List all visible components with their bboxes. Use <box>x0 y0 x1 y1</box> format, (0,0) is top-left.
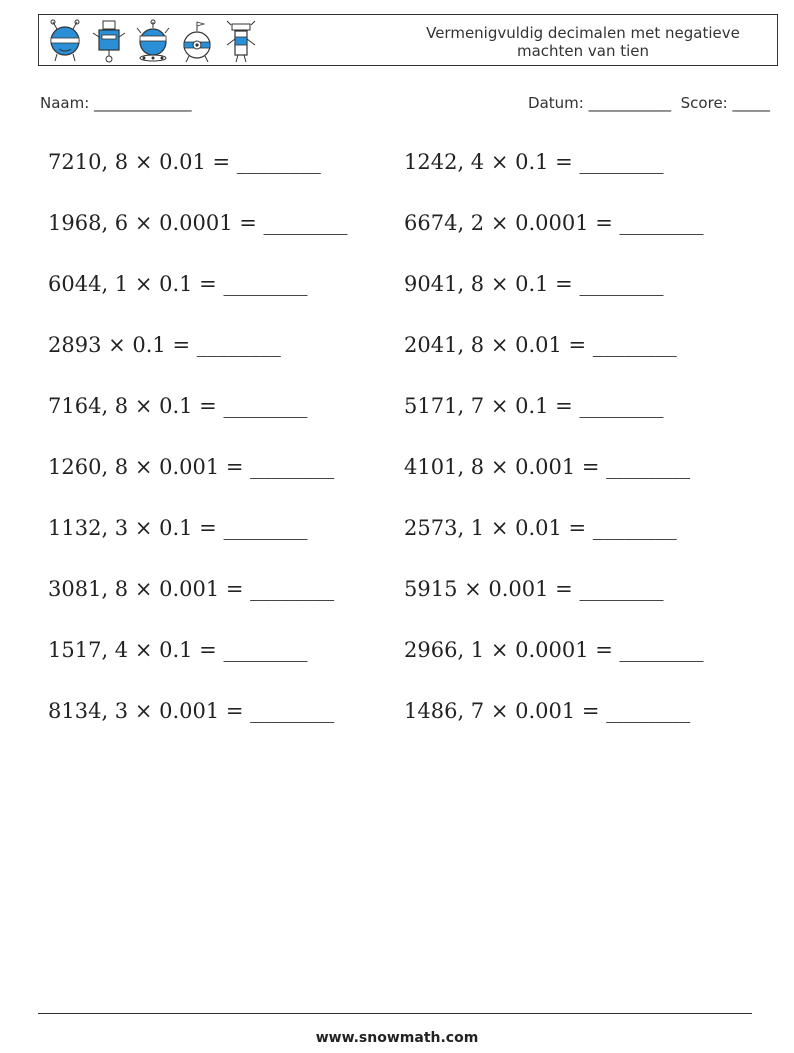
name-field: Naam: _____________ <box>40 94 192 112</box>
footer-divider <box>38 1013 752 1014</box>
problem-right-8: 5915 × 0.001 = ________ <box>404 577 664 601</box>
score-field: Score: _____ <box>680 94 770 112</box>
problem-left-8: 3081, 8 × 0.001 = ________ <box>48 577 335 601</box>
problem-right-5: 5171, 7 × 0.1 = ________ <box>404 394 664 418</box>
worksheet-header <box>38 14 778 66</box>
problem-left-5: 7164, 8 × 0.1 = ________ <box>48 394 308 418</box>
problem-right-3: 9041, 8 × 0.1 = ________ <box>404 272 664 296</box>
date-field: Datum: ___________ <box>528 94 672 112</box>
problem-right-4: 2041, 8 × 0.01 = ________ <box>404 333 677 357</box>
problem-right-1: 1242, 4 × 0.1 = ________ <box>404 150 664 174</box>
problem-right-2: 6674, 2 × 0.0001 = ________ <box>404 211 704 235</box>
problem-left-9: 1517, 4 × 0.1 = ________ <box>48 638 308 662</box>
robot-eye-icon <box>179 19 215 63</box>
problem-left-4: 2893 × 0.1 = ________ <box>48 333 281 357</box>
footer-url[interactable]: www.snowmath.com <box>315 1030 479 1046</box>
worksheet-title: Vermenigvuldig decimalen met negatieve machten van tien <box>426 24 740 60</box>
problem-right-10: 1486, 7 × 0.001 = ________ <box>404 699 691 723</box>
problem-left-1: 7210, 8 × 0.01 = ________ <box>48 150 321 174</box>
problem-left-3: 6044, 1 × 0.1 = ________ <box>48 272 308 296</box>
robot-icons <box>47 19 259 63</box>
date-score-fields <box>528 94 770 112</box>
problem-right-9: 2966, 1 × 0.0001 = ________ <box>404 638 704 662</box>
problem-right-7: 2573, 1 × 0.01 = ________ <box>404 516 677 540</box>
robot-box-icon <box>91 19 127 63</box>
problem-left-6: 1260, 8 × 0.001 = ________ <box>48 455 335 479</box>
problem-left-2: 1968, 6 × 0.0001 = ________ <box>48 211 348 235</box>
robot-round-icon <box>47 19 83 63</box>
problem-left-10: 8134, 3 × 0.001 = ________ <box>48 699 335 723</box>
problem-right-6: 4101, 8 × 0.001 = ________ <box>404 455 691 479</box>
robot-tall-icon <box>223 19 259 63</box>
problem-left-7: 1132, 3 × 0.1 = ________ <box>48 516 308 540</box>
robot-saucer-icon <box>135 19 171 63</box>
